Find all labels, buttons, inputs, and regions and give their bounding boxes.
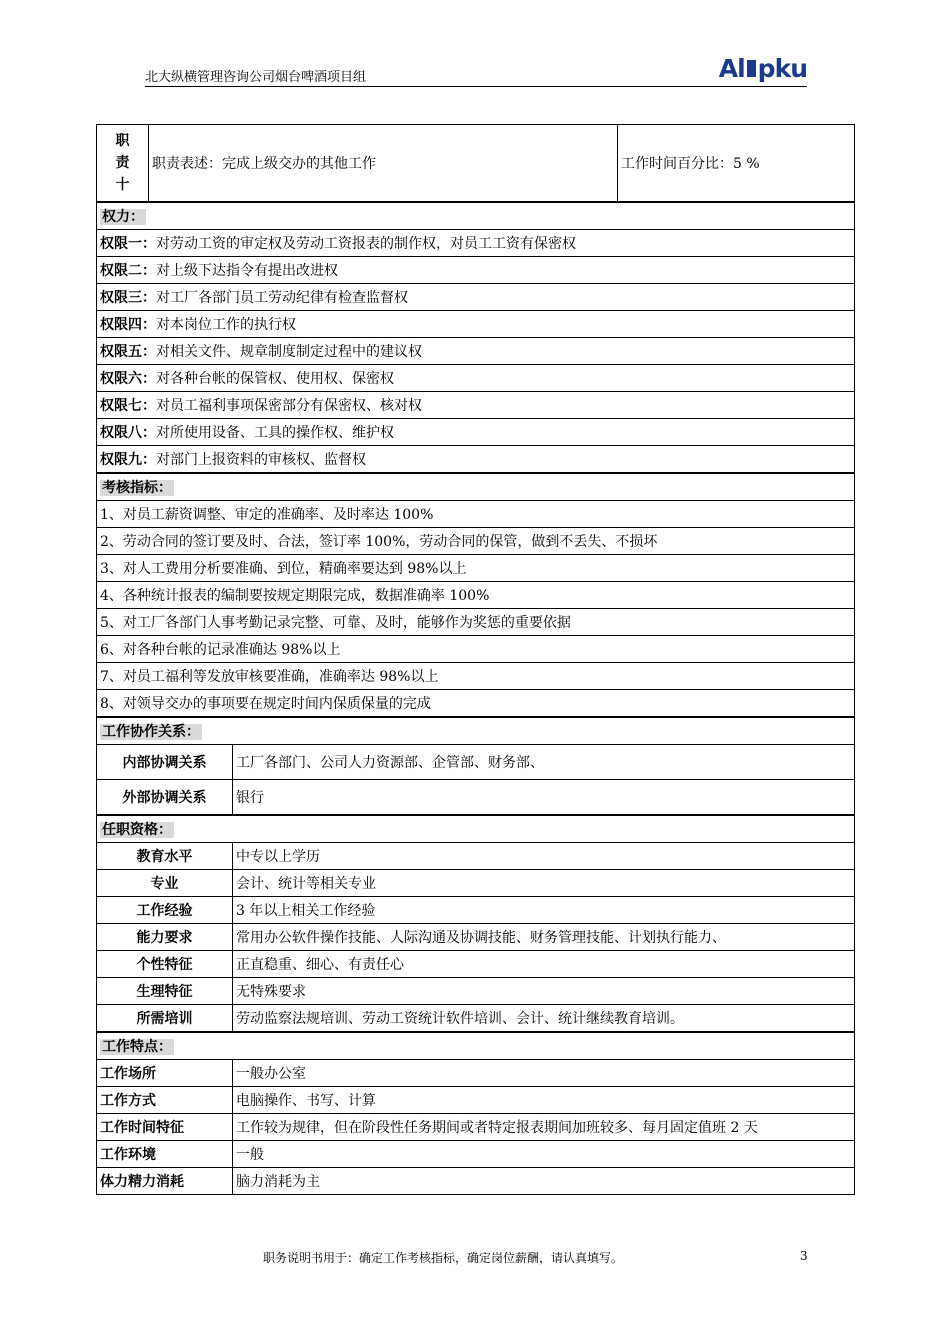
powers-heading: 权力： <box>97 202 855 230</box>
duty-time-percent: 工作时间百分比：5 % <box>618 125 855 203</box>
page-header <box>145 54 807 87</box>
page-number: 3 <box>800 1249 808 1263</box>
qualification-value: 无特殊要求 <box>233 978 855 1005</box>
kpi-heading: 考核指标： <box>97 473 855 501</box>
footer-note: 职务说明书用于：确定工作考核指标，确定岗位薪酬，请认真填写。 <box>263 1251 624 1265</box>
feature-value: 一般办公室 <box>233 1060 855 1087</box>
feature-label: 工作环境 <box>97 1141 233 1168</box>
duty-label: 职 责 十 <box>97 125 149 203</box>
kpi-item: 3、对人工费用分析要准确、到位，精确率要达到 98%以上 <box>97 555 855 582</box>
kpi-item: 8、对领导交办的事项要在规定时间内保质保量的完成 <box>97 690 855 718</box>
qualification-value: 中专以上学历 <box>233 843 855 870</box>
kpi-item: 5、对工厂各部门人事考勤记录完整、可靠、及时，能够作为奖惩的重要依据 <box>97 609 855 636</box>
cooperation-value: 工厂各部门、公司人力资源部、企管部、财务部、 <box>233 745 855 780</box>
cooperation-heading: 工作协作关系： <box>97 717 855 745</box>
feature-value: 一般 <box>233 1141 855 1168</box>
feature-label: 工作时间特征 <box>97 1114 233 1141</box>
header-title: 北大纵横管理咨询公司烟台啤酒项目组 <box>145 70 367 85</box>
qualification-value: 常用办公软件操作技能、人际沟通及协调技能、财务管理技能、计划执行能力、 <box>233 924 855 951</box>
qualification-label: 专业 <box>97 870 233 897</box>
kpi-item: 2、劳动合同的签订要及时、合法，签订率 100%，劳动合同的保管，做到不丢失、不损坏 <box>97 528 855 555</box>
feature-value: 电脑操作、书写、计算 <box>233 1087 855 1114</box>
qualification-label: 个性特征 <box>97 951 233 978</box>
qualification-value: 正直稳重、细心、有责任心 <box>233 951 855 978</box>
feature-label: 体力精力消耗 <box>97 1168 233 1195</box>
cooperation-value: 银行 <box>233 780 855 816</box>
kpi-item: 6、对各种台帐的记录准确达 98%以上 <box>97 636 855 663</box>
qualification-heading: 任职资格： <box>97 815 855 843</box>
cooperation-label: 外部协调关系 <box>97 780 233 816</box>
power-item: 权限八：对所使用设备、工具的操作权、维护权 <box>97 419 855 446</box>
duty-description: 职责表述：完成上级交办的其他工作 <box>149 125 618 203</box>
features-heading: 工作特点： <box>97 1032 855 1060</box>
power-item: 权限四：对本岗位工作的执行权 <box>97 311 855 338</box>
qualification-value: 劳动监察法规培训、劳动工资统计软件培训、会计、统计继续教育培训。 <box>233 1005 855 1033</box>
qualification-label: 教育水平 <box>97 843 233 870</box>
job-description-table <box>96 124 855 1195</box>
cooperation-label: 内部协调关系 <box>97 745 233 780</box>
qualification-label: 能力要求 <box>97 924 233 951</box>
power-item: 权限一：对劳动工资的审定权及劳动工资报表的制作权，对员工工资有保密权 <box>97 230 855 257</box>
power-item: 权限二：对上级下达指令有提出改进权 <box>97 257 855 284</box>
qualification-label: 生理特征 <box>97 978 233 1005</box>
power-item: 权限五：对相关文件、规章制度制定过程中的建议权 <box>97 338 855 365</box>
qualification-label: 所需培训 <box>97 1005 233 1033</box>
kpi-item: 4、各种统计报表的编制要按规定期限完成，数据准确率 100% <box>97 582 855 609</box>
feature-value: 脑力消耗为主 <box>233 1168 855 1195</box>
power-item: 权限七：对员工福利事项保密部分有保密权、核对权 <box>97 392 855 419</box>
power-item: 权限九：对部门上报资料的审核权、监督权 <box>97 446 855 474</box>
qualification-value: 3 年以上相关工作经验 <box>233 897 855 924</box>
feature-label: 工作场所 <box>97 1060 233 1087</box>
feature-label: 工作方式 <box>97 1087 233 1114</box>
power-item: 权限三：对工厂各部门员工劳动纪律有检查监督权 <box>97 284 855 311</box>
duty-row <box>97 125 855 203</box>
kpi-item: 1、对员工薪资调整、审定的准确率、及时率达 100% <box>97 501 855 528</box>
feature-value: 工作较为规律，但在阶段性任务期间或者特定报表期间加班较多、每月固定值班 2 天 <box>233 1114 855 1141</box>
kpi-item: 7、对员工福利等发放审核要准确，准确率达 98%以上 <box>97 663 855 690</box>
alpku-logo: Al pku <box>718 54 807 83</box>
qualification-label: 工作经验 <box>97 897 233 924</box>
power-item: 权限六：对各种台帐的保管权、使用权、保密权 <box>97 365 855 392</box>
qualification-value: 会计、统计等相关专业 <box>233 870 855 897</box>
